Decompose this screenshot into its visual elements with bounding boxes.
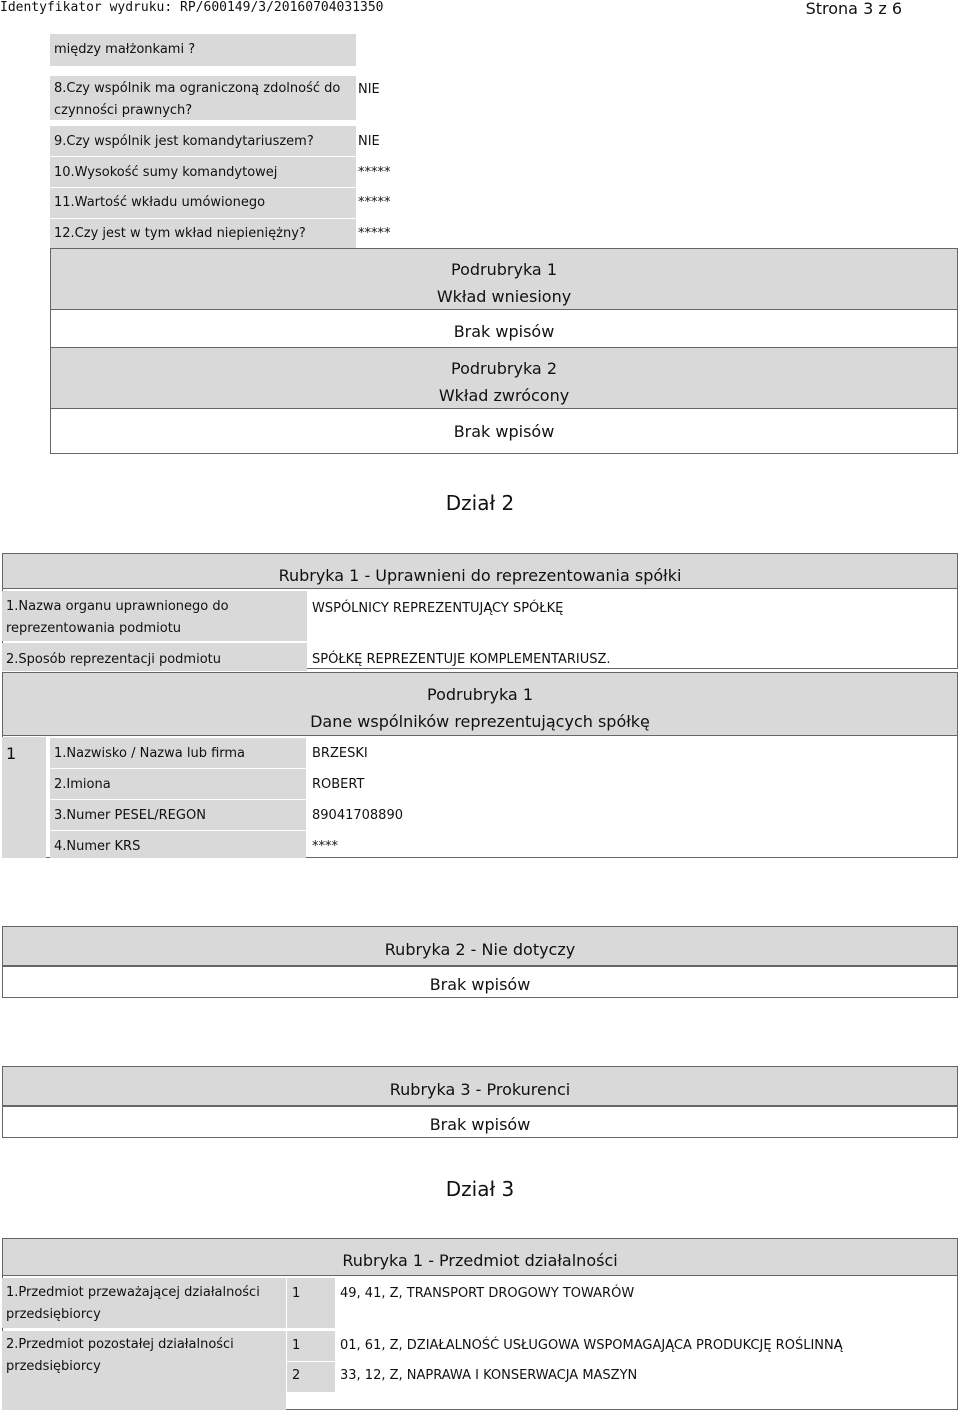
print-identifier: Identyfikator wydruku: RP/600149/3/20160704031350: [0, 0, 384, 15]
sub1-line2: Wkład wniesiony: [436, 287, 572, 306]
dzial2-title: Dział 2: [445, 491, 515, 515]
nazwisko-label: 1.Nazwisko / Nazwa lub firma: [54, 746, 246, 761]
row12-label: 12.Czy jest w tym wkład niepieniężny?: [54, 226, 306, 241]
pesel-value: 89041708890: [312, 808, 403, 823]
wspolnicy-line1: Podrubryka 1: [427, 685, 533, 704]
pozostala-value2: 33, 12, Z, NAPRAWA I KONSERWACJA MASZYN: [340, 1368, 638, 1383]
wspolnicy-line2: Dane wspólników reprezentujących spółkę: [310, 712, 650, 731]
row10-value: *****: [358, 165, 391, 180]
row8-value: NIE: [358, 82, 380, 97]
przedmiot-title: Rubryka 1 - Przedmiot działalności: [342, 1251, 618, 1270]
sub2-line1: Podrubryka 2: [451, 359, 557, 378]
sub2-line2: Wkład zwrócony: [438, 386, 570, 405]
row9-label: 9.Czy wspólnik jest komandytariuszem?: [54, 134, 314, 149]
prev-row-label: między małżonkami ?: [54, 42, 196, 57]
row9-value: NIE: [358, 134, 380, 149]
pozostala-no2: 2: [292, 1368, 301, 1383]
organ-label: 1.Nazwa organu uprawnionego do reprezentowania podmiotu: [6, 599, 229, 636]
nazwisko-value: BRZESKI: [312, 746, 368, 761]
row11-value: *****: [358, 195, 391, 210]
rubryka2-empty: Brak wpisów: [429, 975, 531, 994]
pesel-label: 3.Numer PESEL/REGON: [54, 808, 206, 823]
wspolnik-index: 1: [6, 744, 17, 763]
rubryka2-title: Rubryka 2 - Nie dotyczy: [384, 940, 576, 959]
przewazajaca-no: 1: [292, 1286, 301, 1301]
krs-label: 4.Numer KRS: [54, 839, 141, 854]
rubryka3-empty: Brak wpisów: [429, 1115, 531, 1134]
row8-label: 8.Czy wspólnik ma ograniczoną zdolność do czynności prawnych?: [54, 81, 341, 118]
sposob-label: 2.Sposób reprezentacji podmiotu: [6, 652, 221, 667]
dzial3-title: Dział 3: [445, 1177, 515, 1201]
przewazajaca-value: 49, 41, Z, TRANSPORT DROGOWY TOWARÓW: [340, 1286, 635, 1301]
pozostala-label: 2.Przedmiot pozostałej działalności przedsiębiorcy: [6, 1337, 234, 1374]
przewazajaca-label: 1.Przedmiot przeważającej działalności przedsiębiorcy: [6, 1285, 260, 1322]
organ-value: WSPÓLNICY REPREZENTUJĄCY SPÓŁKĘ: [312, 601, 564, 616]
sposob-value: SPÓŁKĘ REPREZENTUJE KOMPLEMENTARIUSZ.: [312, 652, 611, 667]
krs-value: ****: [312, 839, 338, 854]
rubryka3-title: Rubryka 3 - Prokurenci: [389, 1080, 571, 1099]
row11-label: 11.Wartość wkładu umówionego: [54, 195, 266, 210]
sub1-empty: Brak wpisów: [453, 322, 555, 341]
page-number: Strona 3 z 6: [805, 0, 902, 18]
row10-label: 10.Wysokość sumy komandytowej: [54, 165, 278, 180]
pozostala-no1: 1: [292, 1338, 301, 1353]
imiona-value: ROBERT: [312, 777, 365, 792]
row12-value: *****: [358, 226, 391, 241]
sub2-empty: Brak wpisów: [453, 422, 555, 441]
rubryka1-title: Rubryka 1 - Uprawnieni do reprezentowania spółki: [278, 566, 682, 585]
pozostala-value1: 01, 61, Z, DZIAŁALNOŚĆ USŁUGOWA WSPOMAGAJĄCA PRODUKCJĘ ROŚLINNĄ: [340, 1338, 843, 1353]
sub1-line1: Podrubryka 1: [451, 260, 557, 279]
imiona-label: 2.Imiona: [54, 777, 111, 792]
